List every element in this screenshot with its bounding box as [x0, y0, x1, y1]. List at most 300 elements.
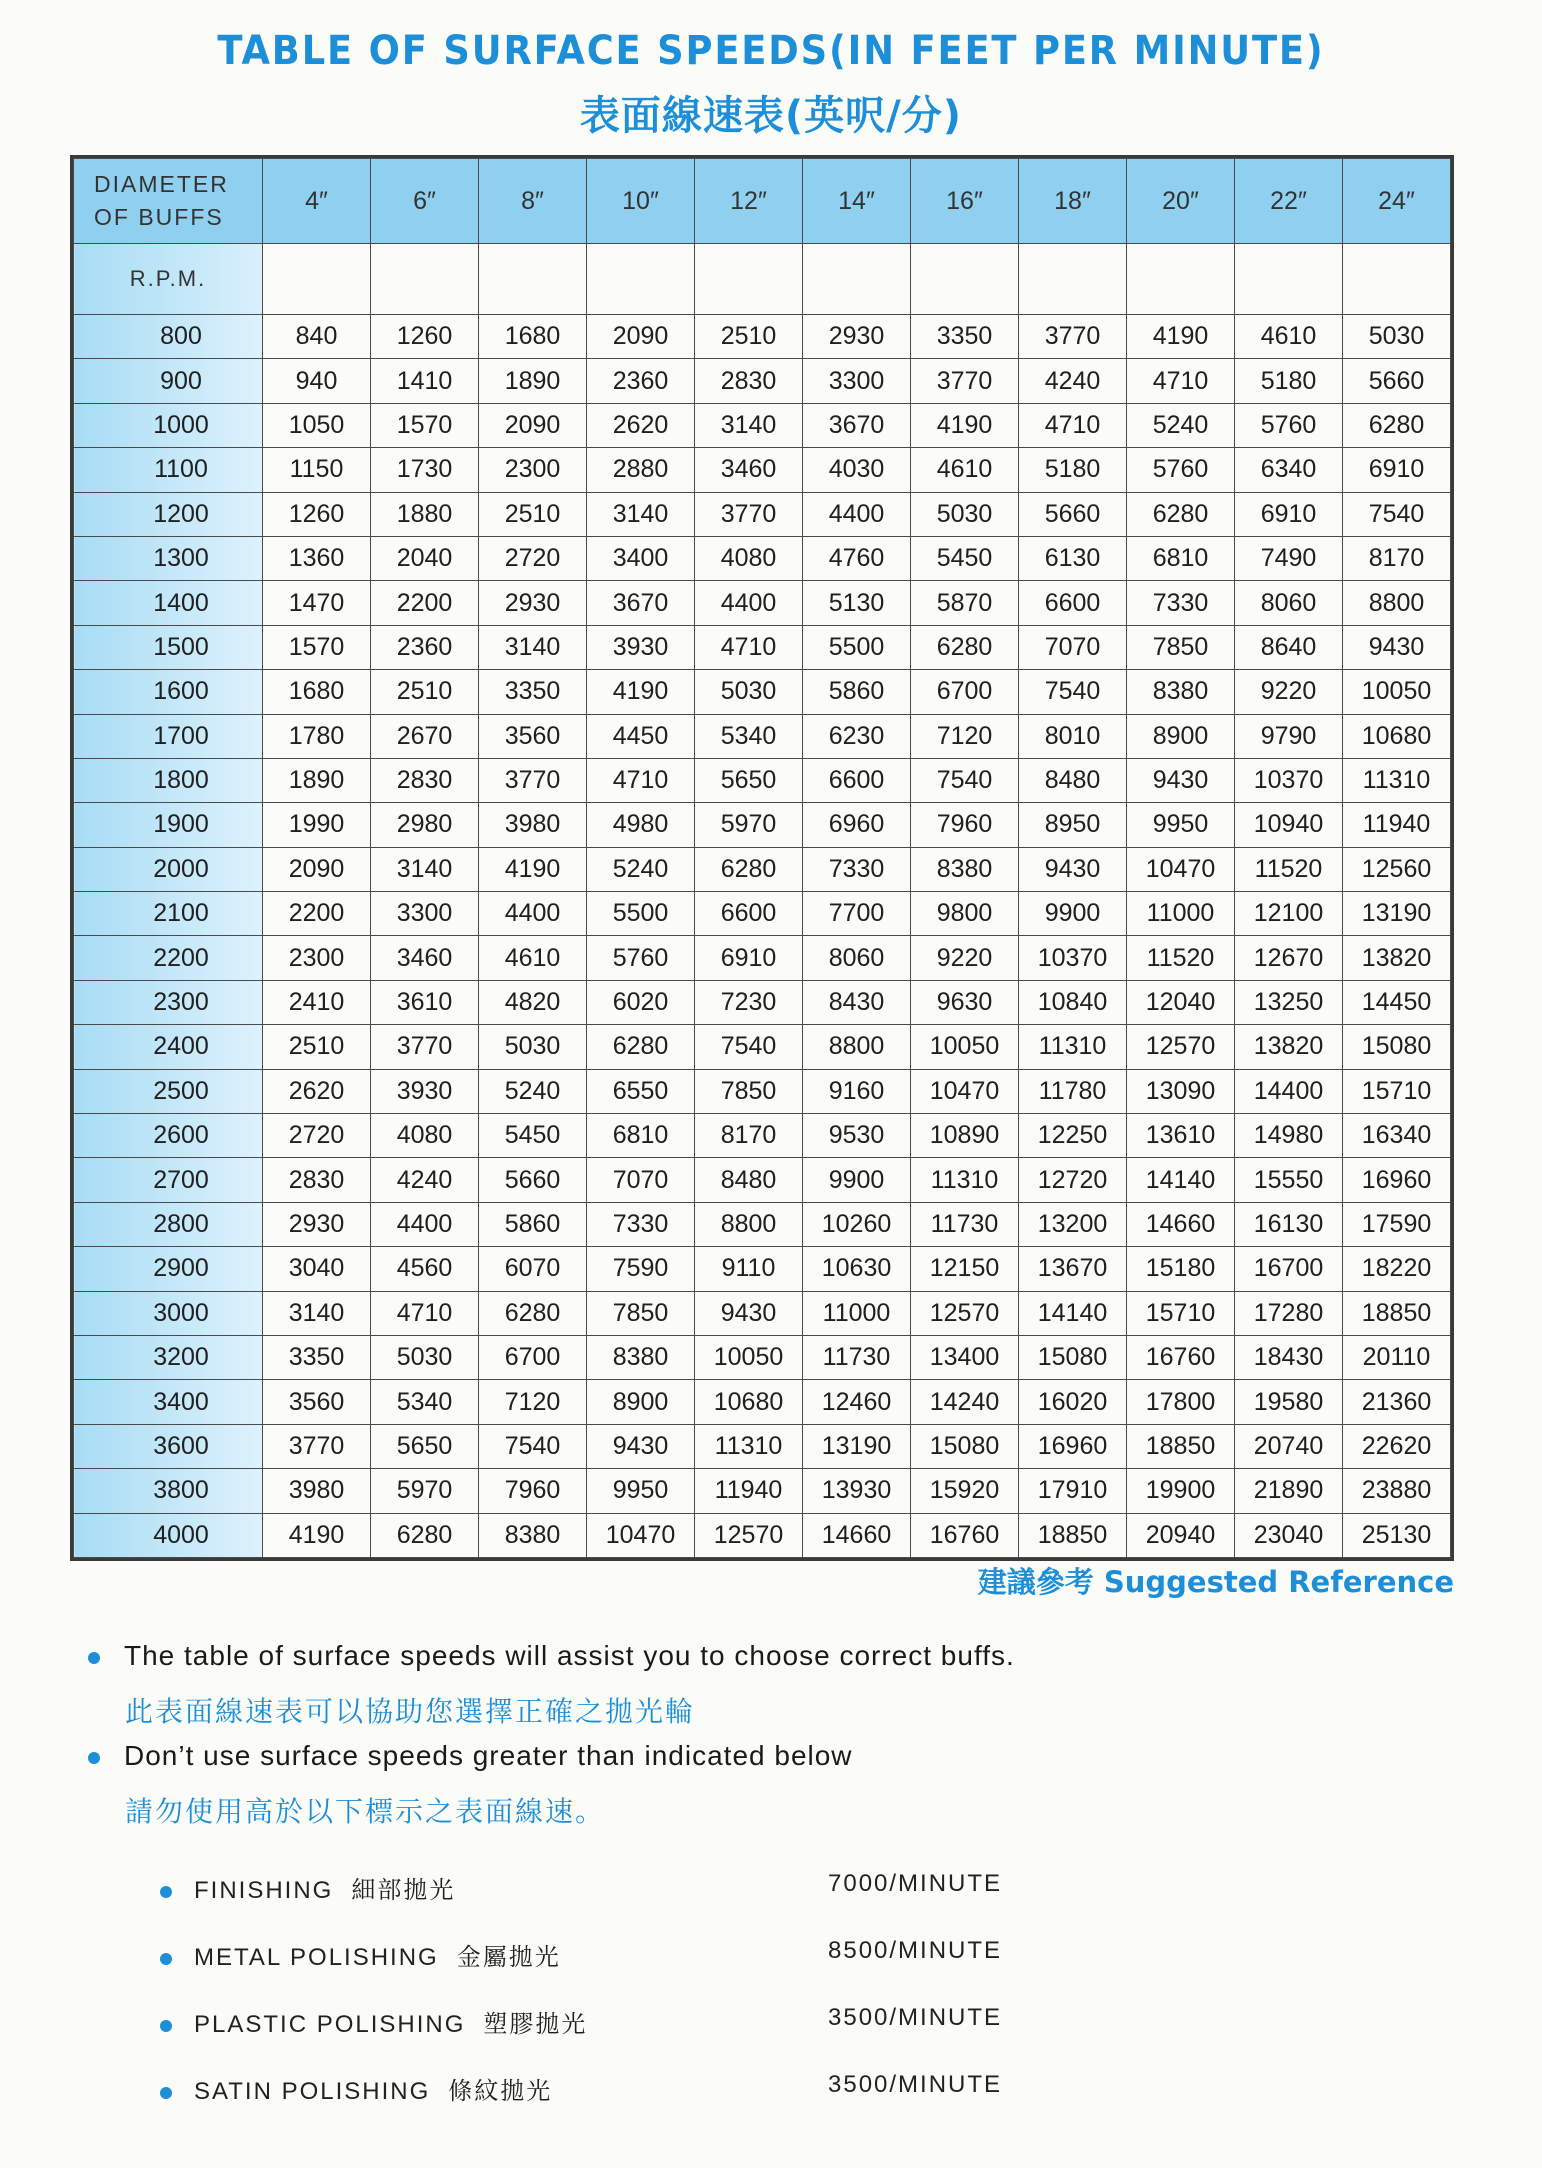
speed-cell: 21360	[1343, 1380, 1451, 1424]
bullet-icon	[160, 1886, 172, 1898]
limit-name-chinese: 細部拋光	[351, 1877, 456, 1904]
surface-speed-table-container	[70, 155, 1454, 1561]
speed-cell: 3610	[371, 980, 479, 1024]
speed-cell: 5500	[587, 892, 695, 936]
speed-cell: 3930	[371, 1069, 479, 1113]
limit-name-chinese: 條紋拋光	[448, 2078, 553, 2105]
speed-cell: 13820	[1343, 936, 1451, 980]
table-row	[74, 1114, 1451, 1158]
speed-cell: 1050	[263, 403, 371, 447]
table-row	[74, 403, 1451, 447]
speed-cell: 6910	[695, 936, 803, 980]
speed-cell: 3930	[587, 625, 695, 669]
speed-cell: 12670	[1235, 936, 1343, 980]
speed-cell: 2090	[263, 847, 371, 891]
speed-cell: 6280	[587, 1025, 695, 1069]
speed-cell: 17910	[1019, 1469, 1127, 1513]
speed-cell: 6070	[479, 1247, 587, 1291]
speed-cell: 5760	[1235, 403, 1343, 447]
speed-cell: 10890	[911, 1114, 1019, 1158]
speed-cell: 14140	[1127, 1158, 1235, 1202]
speed-cell: 13670	[1019, 1247, 1127, 1291]
diameter-column-header: 16″	[911, 159, 1019, 244]
speed-cell: 8800	[695, 1202, 803, 1246]
speed-cell: 5650	[371, 1424, 479, 1468]
speed-cell: 6700	[911, 670, 1019, 714]
table-row	[74, 1069, 1451, 1113]
speed-cell: 2930	[479, 581, 587, 625]
speed-cell: 3140	[479, 625, 587, 669]
speed-cell: 3350	[479, 670, 587, 714]
speed-cell: 8900	[587, 1380, 695, 1424]
diameter-column-header: 12″	[695, 159, 803, 244]
speed-cell: 4240	[371, 1158, 479, 1202]
note-text-chinese: 此表面線速表可以協助您選擇正確之拋光輪	[125, 1696, 696, 1727]
speed-cell: 10050	[1343, 670, 1451, 714]
speed-cell: 14450	[1343, 980, 1451, 1024]
rpm-label: R.P.M.	[74, 244, 263, 315]
speed-cell: 6130	[1019, 536, 1127, 580]
diameter-column-header: 24″	[1343, 159, 1451, 244]
speed-cell: 12570	[911, 1291, 1019, 1335]
speed-cell: 14660	[803, 1513, 911, 1557]
note-text: Don’t use surface speeds greater than indicated below	[124, 1740, 853, 1771]
speed-cell: 1360	[263, 536, 371, 580]
speed-cell: 6550	[587, 1069, 695, 1113]
limit-name: METAL POLISHING	[194, 1944, 439, 1971]
rpm-label-row	[74, 244, 1451, 315]
speed-cell: 12040	[1127, 980, 1235, 1024]
speed-cell: 3300	[371, 892, 479, 936]
speed-cell: 3400	[587, 536, 695, 580]
table-row	[74, 1247, 1451, 1291]
empty-cell	[371, 244, 479, 315]
speed-cell: 8380	[1127, 670, 1235, 714]
rpm-cell: 1700	[74, 714, 263, 758]
speed-cell: 4030	[803, 448, 911, 492]
speed-cell: 5760	[587, 936, 695, 980]
speed-cell: 25130	[1343, 1513, 1451, 1557]
speed-cell: 2930	[263, 1202, 371, 1246]
speed-cell: 1890	[263, 758, 371, 802]
limit-name: PLASTIC POLISHING	[194, 2011, 466, 2038]
speed-cell: 5030	[695, 670, 803, 714]
speed-cell: 12150	[911, 1247, 1019, 1291]
speed-cell: 7540	[695, 1025, 803, 1069]
suggested-reference: 建議參考 Suggested Reference	[977, 1565, 1454, 1599]
speed-cell: 2980	[371, 803, 479, 847]
speed-cell: 5030	[479, 1025, 587, 1069]
rpm-cell: 2400	[74, 1025, 263, 1069]
speed-cell: 9220	[1235, 670, 1343, 714]
speed-cell: 17800	[1127, 1380, 1235, 1424]
speed-cell: 20110	[1343, 1335, 1451, 1379]
speed-cell: 9530	[803, 1114, 911, 1158]
speed-cell: 9800	[911, 892, 1019, 936]
speed-cell: 4710	[695, 625, 803, 669]
speed-cell: 6910	[1235, 492, 1343, 536]
table-row	[74, 1513, 1451, 1557]
table-row	[74, 1469, 1451, 1513]
speed-cell: 14400	[1235, 1069, 1343, 1113]
speed-cell: 6600	[803, 758, 911, 802]
speed-cell: 1680	[479, 315, 587, 359]
speed-cell: 1570	[263, 625, 371, 669]
table-row	[74, 758, 1451, 802]
speed-cell: 5450	[911, 536, 1019, 580]
empty-cell	[695, 244, 803, 315]
speed-cell: 4610	[911, 448, 1019, 492]
speed-cell: 11940	[1343, 803, 1451, 847]
speed-cell: 10840	[1019, 980, 1127, 1024]
speed-cell: 2510	[479, 492, 587, 536]
speed-cell: 19900	[1127, 1469, 1235, 1513]
surface-speed-table	[73, 158, 1451, 1558]
table-row	[74, 625, 1451, 669]
table-row	[74, 980, 1451, 1024]
speed-cell: 7850	[1127, 625, 1235, 669]
speed-cell: 8480	[695, 1158, 803, 1202]
limit-name-chinese: 金屬拋光	[456, 1944, 561, 1971]
speed-cell: 14240	[911, 1380, 1019, 1424]
rpm-cell: 3600	[74, 1424, 263, 1468]
speed-cell: 10680	[695, 1380, 803, 1424]
speed-cell: 4820	[479, 980, 587, 1024]
rpm-cell: 2600	[74, 1114, 263, 1158]
diameter-header	[74, 159, 263, 244]
speed-cell: 16130	[1235, 1202, 1343, 1246]
speed-cell: 9430	[1127, 758, 1235, 802]
speed-cell: 4980	[587, 803, 695, 847]
speed-cell: 7330	[803, 847, 911, 891]
speed-cell: 10470	[587, 1513, 695, 1557]
speed-cell: 3460	[371, 936, 479, 980]
speed-cell: 6810	[1127, 536, 1235, 580]
speed-cell: 7850	[695, 1069, 803, 1113]
speed-cell: 2090	[587, 315, 695, 359]
speed-cell: 8380	[587, 1335, 695, 1379]
speed-cell: 10370	[1235, 758, 1343, 802]
speed-cell: 6910	[1343, 448, 1451, 492]
rpm-cell: 2800	[74, 1202, 263, 1246]
speed-cell: 4400	[803, 492, 911, 536]
speed-cell: 11310	[1019, 1025, 1127, 1069]
speed-cell: 16020	[1019, 1380, 1127, 1424]
speed-cell: 11000	[1127, 892, 1235, 936]
speed-cell: 7850	[587, 1291, 695, 1335]
speed-cell: 3770	[371, 1025, 479, 1069]
speed-cell: 11310	[911, 1158, 1019, 1202]
table-row	[74, 1291, 1451, 1335]
rpm-cell: 2900	[74, 1247, 263, 1291]
speed-cell: 10370	[1019, 936, 1127, 980]
note-item	[88, 1740, 853, 1772]
speed-cell: 2360	[371, 625, 479, 669]
empty-cell	[479, 244, 587, 315]
diameter-column-header: 6″	[371, 159, 479, 244]
speed-cell: 6230	[803, 714, 911, 758]
speed-cell: 5970	[371, 1469, 479, 1513]
empty-cell	[911, 244, 1019, 315]
speed-cell: 840	[263, 315, 371, 359]
speed-cell: 14660	[1127, 1202, 1235, 1246]
speed-cell: 3980	[263, 1469, 371, 1513]
speed-cell: 5660	[1343, 359, 1451, 403]
empty-cell	[1127, 244, 1235, 315]
table-row	[74, 847, 1451, 891]
diameter-column-header: 4″	[263, 159, 371, 244]
speed-cell: 1260	[263, 492, 371, 536]
speed-cell: 11730	[911, 1202, 1019, 1246]
speed-cell: 2200	[371, 581, 479, 625]
speed-cell: 6020	[587, 980, 695, 1024]
speed-cell: 10680	[1343, 714, 1451, 758]
speed-cell: 7330	[587, 1202, 695, 1246]
speed-cell: 8380	[911, 847, 1019, 891]
table-row	[74, 1380, 1451, 1424]
diameter-column-header: 22″	[1235, 159, 1343, 244]
speed-cell: 10630	[803, 1247, 911, 1291]
speed-cell: 2410	[263, 980, 371, 1024]
speed-cell: 10470	[911, 1069, 1019, 1113]
speed-cell: 4610	[479, 936, 587, 980]
table-header-row	[74, 159, 1451, 244]
speed-cell: 12570	[695, 1513, 803, 1557]
note-text-chinese: 請勿使用高於以下標示之表面線速。	[125, 1796, 606, 1827]
speed-cell: 10050	[695, 1335, 803, 1379]
speed-cell: 15180	[1127, 1247, 1235, 1291]
speed-cell: 2880	[587, 448, 695, 492]
speed-cell: 6280	[1343, 403, 1451, 447]
speed-cell: 23880	[1343, 1469, 1451, 1513]
table-row	[74, 936, 1451, 980]
speed-cell: 18850	[1127, 1424, 1235, 1468]
speed-cell: 4400	[695, 581, 803, 625]
limit-item	[160, 2004, 587, 2039]
speed-cell: 23040	[1235, 1513, 1343, 1557]
speed-cell: 8480	[1019, 758, 1127, 802]
speed-cell: 5500	[803, 625, 911, 669]
speed-cell: 5870	[911, 581, 1019, 625]
diameter-column-header: 10″	[587, 159, 695, 244]
speed-cell: 5660	[1019, 492, 1127, 536]
speed-cell: 7960	[911, 803, 1019, 847]
table-row	[74, 714, 1451, 758]
speed-cell: 3140	[695, 403, 803, 447]
speed-cell: 9160	[803, 1069, 911, 1113]
speed-cell: 7540	[1343, 492, 1451, 536]
rpm-cell: 1300	[74, 536, 263, 580]
table-row	[74, 492, 1451, 536]
speed-cell: 7330	[1127, 581, 1235, 625]
speed-cell: 14980	[1235, 1114, 1343, 1158]
rpm-cell: 1500	[74, 625, 263, 669]
speed-cell: 13090	[1127, 1069, 1235, 1113]
table-row	[74, 1335, 1451, 1379]
diameter-header-line1: DIAMETER	[94, 171, 229, 197]
speed-cell: 5860	[803, 670, 911, 714]
empty-cell	[1343, 244, 1451, 315]
speed-cell: 4190	[911, 403, 1019, 447]
speed-cell: 9110	[695, 1247, 803, 1291]
speed-cell: 15080	[911, 1424, 1019, 1468]
speed-cell: 5860	[479, 1202, 587, 1246]
speed-cell: 3350	[263, 1335, 371, 1379]
rpm-cell: 1600	[74, 670, 263, 714]
speed-cell: 5240	[587, 847, 695, 891]
speed-cell: 7540	[479, 1424, 587, 1468]
speed-cell: 7070	[1019, 625, 1127, 669]
speed-cell: 15710	[1127, 1291, 1235, 1335]
speed-cell: 5340	[695, 714, 803, 758]
speed-cell: 5240	[1127, 403, 1235, 447]
speed-cell: 2300	[479, 448, 587, 492]
rpm-cell: 1800	[74, 758, 263, 802]
speed-cell: 5650	[695, 758, 803, 802]
speed-cell: 22620	[1343, 1424, 1451, 1468]
speed-cell: 8950	[1019, 803, 1127, 847]
rpm-cell: 3000	[74, 1291, 263, 1335]
speed-cell: 1730	[371, 448, 479, 492]
empty-cell	[587, 244, 695, 315]
speed-cell: 8800	[803, 1025, 911, 1069]
speed-cell: 8060	[1235, 581, 1343, 625]
speed-cell: 9900	[803, 1158, 911, 1202]
speed-cell: 6810	[587, 1114, 695, 1158]
speed-cell: 11520	[1235, 847, 1343, 891]
bullet-icon	[160, 1953, 172, 1965]
diameter-column-header: 8″	[479, 159, 587, 244]
speed-cell: 8640	[1235, 625, 1343, 669]
rpm-cell: 4000	[74, 1513, 263, 1557]
speed-cell: 11940	[695, 1469, 803, 1513]
speed-cell: 2510	[371, 670, 479, 714]
table-row	[74, 1424, 1451, 1468]
speed-cell: 2720	[479, 536, 587, 580]
limit-value: 8500/MINUTE	[828, 1937, 1003, 1964]
speed-cell: 8900	[1127, 714, 1235, 758]
page-title-chinese: 表面線速表(英呎/分)	[579, 93, 963, 139]
speed-cell: 20940	[1127, 1513, 1235, 1557]
speed-cell: 9950	[1127, 803, 1235, 847]
bullet-icon	[88, 1652, 100, 1664]
speed-cell: 5760	[1127, 448, 1235, 492]
diameter-column-header: 18″	[1019, 159, 1127, 244]
speed-cell: 21890	[1235, 1469, 1343, 1513]
speed-cell: 6280	[695, 847, 803, 891]
speed-cell: 8170	[695, 1114, 803, 1158]
speed-cell: 2720	[263, 1114, 371, 1158]
speed-cell: 11780	[1019, 1069, 1127, 1113]
speed-cell: 18850	[1343, 1291, 1451, 1335]
speed-cell: 20740	[1235, 1424, 1343, 1468]
speed-cell: 4080	[695, 536, 803, 580]
speed-cell: 6600	[695, 892, 803, 936]
speed-cell: 3560	[479, 714, 587, 758]
speed-cell: 3300	[803, 359, 911, 403]
speed-cell: 1410	[371, 359, 479, 403]
speed-cell: 1990	[263, 803, 371, 847]
speed-cell: 4610	[1235, 315, 1343, 359]
speed-cell: 8170	[1343, 536, 1451, 580]
speed-cell: 12720	[1019, 1158, 1127, 1202]
speed-cell: 10940	[1235, 803, 1343, 847]
table-row	[74, 803, 1451, 847]
speed-cell: 13820	[1235, 1025, 1343, 1069]
rpm-cell: 2700	[74, 1158, 263, 1202]
limit-value: 7000/MINUTE	[828, 1870, 1003, 1897]
speed-cell: 13200	[1019, 1202, 1127, 1246]
speed-cell: 7540	[911, 758, 1019, 802]
table-row	[74, 670, 1451, 714]
speed-cell: 5180	[1235, 359, 1343, 403]
speed-cell: 6700	[479, 1335, 587, 1379]
rpm-cell: 3800	[74, 1469, 263, 1513]
table-row	[74, 448, 1451, 492]
note-text: The table of surface speeds will assist you to choose correct buffs.	[124, 1640, 1015, 1671]
speed-cell: 9430	[695, 1291, 803, 1335]
empty-cell	[803, 244, 911, 315]
rpm-cell: 2000	[74, 847, 263, 891]
speed-cell: 3770	[695, 492, 803, 536]
speed-cell: 3770	[1019, 315, 1127, 359]
speed-cell: 2620	[587, 403, 695, 447]
speed-cell: 16960	[1019, 1424, 1127, 1468]
speed-cell: 13190	[1343, 892, 1451, 936]
rpm-cell: 2500	[74, 1069, 263, 1113]
speed-cell: 7120	[479, 1380, 587, 1424]
speed-cell: 1570	[371, 403, 479, 447]
speed-cell: 9900	[1019, 892, 1127, 936]
speed-cell: 2360	[587, 359, 695, 403]
rpm-cell: 1100	[74, 448, 263, 492]
limit-value: 3500/MINUTE	[828, 2004, 1003, 2031]
speed-cell: 2830	[263, 1158, 371, 1202]
rpm-cell: 800	[74, 315, 263, 359]
speed-cell: 15920	[911, 1469, 1019, 1513]
speed-cell: 4710	[587, 758, 695, 802]
limit-name: FINISHING	[194, 1877, 334, 1904]
speed-cell: 18850	[1019, 1513, 1127, 1557]
speed-cell: 11310	[1343, 758, 1451, 802]
speed-cell: 6280	[1127, 492, 1235, 536]
rpm-cell: 900	[74, 359, 263, 403]
empty-cell	[1019, 244, 1127, 315]
speed-cell: 4560	[371, 1247, 479, 1291]
table-row	[74, 536, 1451, 580]
speed-cell: 17590	[1343, 1202, 1451, 1246]
speed-cell: 7230	[695, 980, 803, 1024]
speed-cell: 6600	[1019, 581, 1127, 625]
speed-cell: 6960	[803, 803, 911, 847]
speed-cell: 940	[263, 359, 371, 403]
speed-cell: 5340	[371, 1380, 479, 1424]
speed-cell: 3040	[263, 1247, 371, 1291]
speed-cell: 3980	[479, 803, 587, 847]
speed-cell: 5130	[803, 581, 911, 625]
speed-cell: 11730	[803, 1335, 911, 1379]
speed-cell: 3140	[263, 1291, 371, 1335]
speed-cell: 7700	[803, 892, 911, 936]
speed-cell: 2510	[263, 1025, 371, 1069]
diameter-column-header: 20″	[1127, 159, 1235, 244]
limit-item	[160, 1870, 455, 1905]
rpm-cell: 2100	[74, 892, 263, 936]
speed-cell: 9430	[1343, 625, 1451, 669]
speed-cell: 5240	[479, 1069, 587, 1113]
speed-cell: 7540	[1019, 670, 1127, 714]
speed-cell: 3770	[263, 1424, 371, 1468]
